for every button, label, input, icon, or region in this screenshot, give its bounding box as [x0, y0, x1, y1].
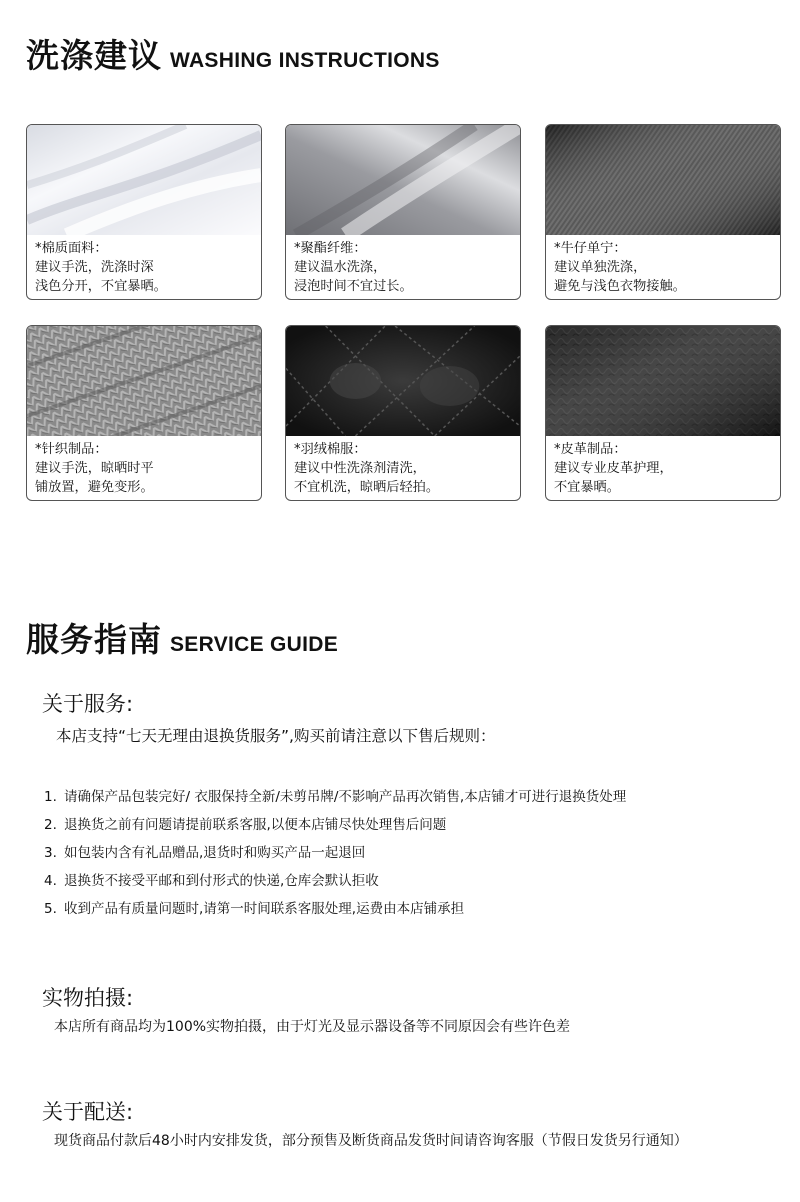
card-line: 建议中性洗涤剂清洗，: [294, 461, 426, 476]
rule-item: [44, 816, 626, 844]
real-photo-text: 本店所有商品均为100%实物拍摄，由于灯光及显示器设备等不同原因会有些许色差: [54, 1019, 571, 1035]
rule-item: [44, 872, 626, 900]
about-service-intro: 本店支持“七天无理由退换货服务”,购买前请注意以下售后规则：: [56, 727, 496, 745]
care-card-polyester: [285, 124, 521, 300]
care-card-denim: [545, 124, 781, 300]
card-line: 建议单独洗涤，: [554, 260, 647, 275]
card-line: 铺放置，避免变形。: [35, 480, 154, 495]
rule-item: [44, 900, 626, 928]
card-line: 避免与浅色衣物接触。: [554, 279, 686, 294]
care-card-down: [285, 325, 521, 501]
polyester-care-text: [294, 239, 514, 296]
card-line: 建议手洗，洗涤时深: [35, 260, 154, 275]
rule-item: [44, 788, 626, 816]
leather-fabric-image: [546, 326, 780, 436]
polyester-fabric-image: [286, 125, 520, 235]
rule-text: 退换货之前有问题请提前联系客服,以便本店铺尽快处理售后问题: [64, 817, 447, 833]
card-label: *针织制品：: [35, 442, 108, 457]
down-care-text: [294, 440, 514, 497]
denim-care-text: [554, 239, 774, 296]
rule-number: 1.: [44, 789, 57, 805]
after-sales-rules: [44, 788, 626, 928]
card-line: 不宜暴晒。: [554, 480, 620, 495]
service-title-en: SERVICE GUIDE: [170, 633, 339, 656]
down-fabric-image: [286, 326, 520, 436]
rule-number: 5.: [44, 901, 57, 917]
care-card-leather: [545, 325, 781, 501]
card-label: *聚酯纤维：: [294, 241, 367, 256]
card-label: *牛仔单宁：: [554, 241, 627, 256]
service-title-zh: 服务指南: [26, 620, 162, 659]
care-card-knit: [26, 325, 262, 501]
washing-section-title: [26, 30, 440, 77]
washing-title-zh: 洗涤建议: [26, 36, 162, 75]
card-line: 建议温水洗涤，: [294, 260, 387, 275]
card-line: 浅色分开，不宜暴晒。: [35, 279, 167, 294]
rule-number: 3.: [44, 845, 57, 861]
rule-text: 收到产品有质量问题时,请第一时间联系客服处理,运费由本店铺承担: [64, 901, 465, 917]
denim-fabric-image: [546, 125, 780, 235]
card-label: *棉质面料：: [35, 241, 108, 256]
card-line: 不宜机洗，晾晒后轻拍。: [294, 480, 440, 495]
leather-care-text: [554, 440, 774, 497]
rule-text: 如包装内含有礼品赠品,退货时和购买产品一起退回: [64, 845, 366, 861]
card-label: *皮革制品：: [554, 442, 627, 457]
cotton-care-text: [35, 239, 255, 296]
rule-item: [44, 844, 626, 872]
delivery-text: 现货商品付款后48小时内安排发货，部分预售及断货商品发货时间请咨询客服（节假日发货另行通知）: [54, 1133, 688, 1149]
washing-title-en: WASHING INSTRUCTIONS: [170, 49, 440, 72]
card-label: *羽绒棉服：: [294, 442, 367, 457]
card-line: 建议手洗，晾晒时平: [35, 461, 154, 476]
card-line: 浸泡时间不宜过长。: [294, 279, 413, 294]
delivery-heading: 关于配送:: [42, 1100, 134, 1124]
knit-care-text: [35, 440, 255, 497]
rule-number: 4.: [44, 873, 57, 889]
card-line: 建议专业皮革护理，: [554, 461, 673, 476]
knit-fabric-image: [27, 326, 261, 436]
rule-text: 请确保产品包装完好/ 衣服保持全新/未剪吊牌/不影响产品再次销售,本店铺才可进行退换货处理: [64, 789, 627, 805]
real-photo-heading: 实物拍摄:: [42, 986, 134, 1010]
rule-text: 退换货不接受平邮和到付形式的快递,仓库会默认拒收: [64, 873, 379, 889]
service-section-title: [26, 614, 338, 661]
care-card-cotton: [26, 124, 262, 300]
rule-number: 2.: [44, 817, 57, 833]
cotton-fabric-image: [27, 125, 261, 235]
about-service-heading: 关于服务:: [42, 692, 134, 716]
